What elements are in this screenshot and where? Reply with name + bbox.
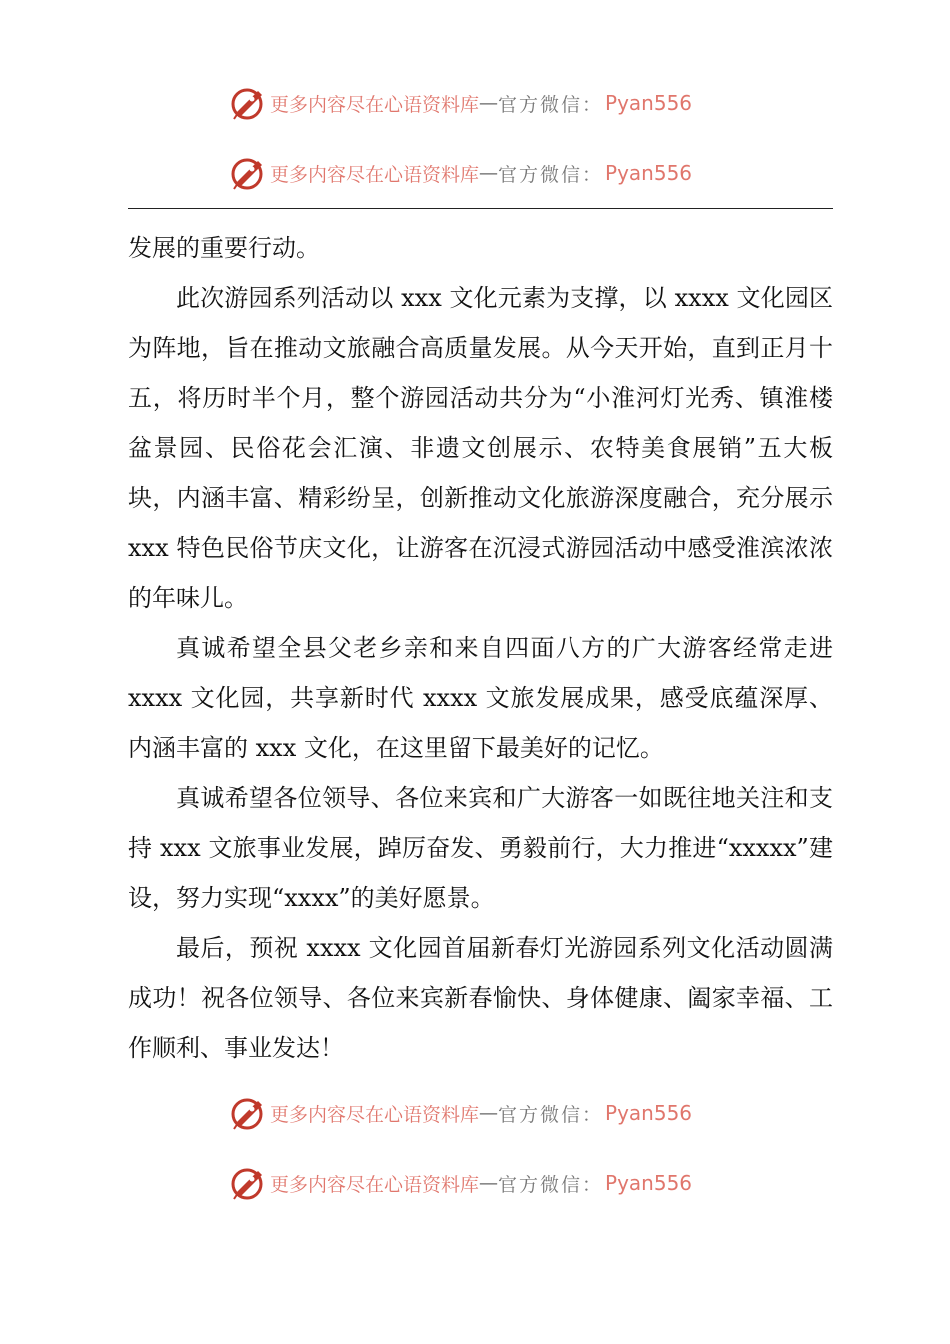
paragraph: 最后，预祝 xxxx 文化园首届新春灯光游园系列文化活动圆满成功！祝各位领导、各位来宾新春愉快、身体健康、阖家幸福、工作顺利、事业发达！ <box>128 934 833 1062</box>
pen-nib-logo-icon <box>228 153 268 193</box>
watermark-banner-bottom-1 <box>228 1093 692 1133</box>
wechat-id: Pyan556 <box>605 1171 693 1195</box>
watermark-text: 更多内容尽在心语资料库 <box>270 163 480 186</box>
paragraph: 真诚希望全县父老乡亲和来自四面八方的广大游客经常走进 xxxx 文化园，共享新时代 xxxx 文旅发展成果，感受底蕴深厚、内涵丰富的 xxx 文化，在这里留下最美好的记忆。 <box>128 634 833 762</box>
watermark-text: 更多内容尽在心语资料库 <box>270 1103 480 1126</box>
wechat-id: Pyan556 <box>605 91 693 115</box>
header-rule <box>128 208 833 209</box>
wechat-label: 官方微信： <box>498 163 604 186</box>
pen-nib-logo-icon <box>228 1163 268 1203</box>
wechat-label: 官方微信： <box>498 1103 604 1126</box>
wechat-id: Pyan556 <box>605 1101 693 1125</box>
paragraph-continuation: 发展的重要行动。 <box>128 234 320 262</box>
wechat-id: Pyan556 <box>605 161 693 185</box>
watermark-text: 更多内容尽在心语资料库 <box>270 1173 480 1196</box>
pen-nib-logo-icon <box>228 1093 268 1133</box>
pen-nib-logo-icon <box>228 83 268 123</box>
wechat-label: 官方微信： <box>498 1173 604 1196</box>
watermark-separator: — <box>479 1102 499 1124</box>
wechat-label: 官方微信： <box>498 93 604 116</box>
paragraph: 此次游园系列活动以 xxx 文化元素为支撑，以 xxxx 文化园区为阵地，旨在推动文旅融合高质量发展。从今天开始，直到正月十五，将历时半个月，整个游园活动共分为“小淮河灯光秀、镇淮楼盆景园、民俗花会汇演、非遗文创展示、农特美食展销”五大板块，内涵丰富、精彩纷呈，创新推动文化旅游深度融合，充分展示 xxx 特色民俗节庆文化，让游客在沉浸式游园活动中感受淮滨浓浓的年味儿。 <box>128 284 833 612</box>
document-body <box>128 223 833 1073</box>
watermark-banner-top-2 <box>228 153 692 193</box>
watermark-separator: — <box>479 1172 499 1194</box>
watermark-banner-bottom-2 <box>228 1163 692 1203</box>
paragraph: 真诚希望各位领导、各位来宾和广大游客一如既往地关注和支持 xxx 文旅事业发展，踔厉奋发、勇毅前行，大力推进“xxxxx”建设，努力实现“xxxx”的美好愿景。 <box>128 784 833 912</box>
watermark-banner-top-1 <box>228 83 692 123</box>
watermark-separator: — <box>479 162 499 184</box>
watermark-text: 更多内容尽在心语资料库 <box>270 93 480 116</box>
watermark-separator: — <box>479 92 499 114</box>
